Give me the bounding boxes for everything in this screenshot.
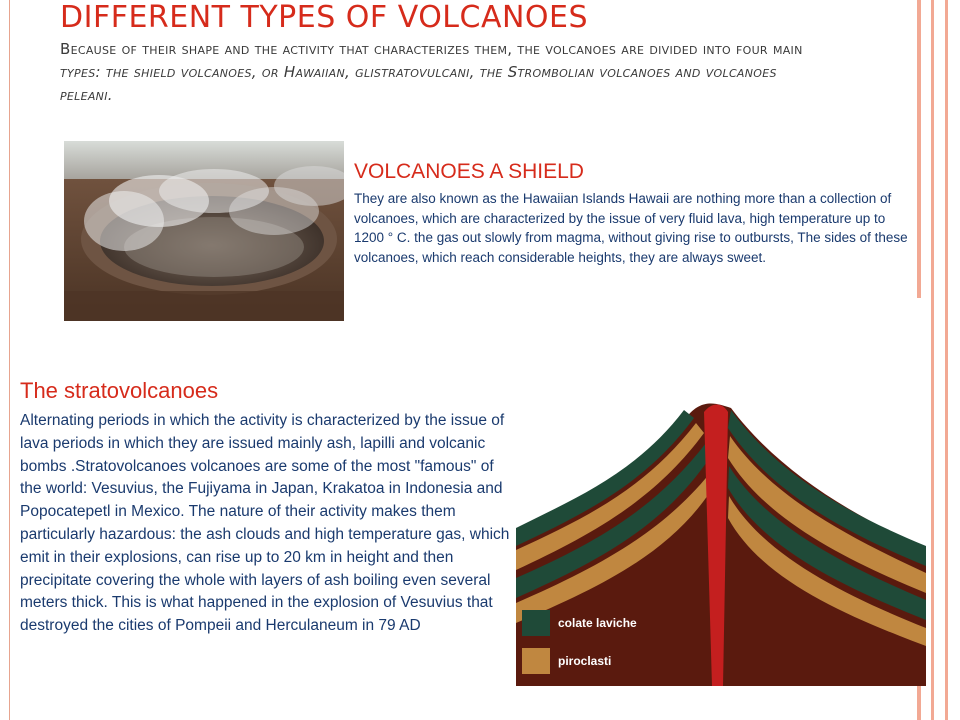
intro-text-part1: Because of their shape and the activity that characterizes them, the volcanoes are divided into four main	[60, 40, 803, 58]
legend-label-pyroclastic: piroclasti	[558, 654, 612, 668]
shield-section-text: They are also known as the Hawaiian Islands Hawaii are nothing more than a collection of volcanoes, which are characterized by the issue of very fluid lava, high temperature up to 1200 ° C. the gas out slowly from magma, without giving rise to outbursts, The sides of these volcanoes, which reach considerable heights, they are always sweet.	[354, 191, 908, 265]
shield-volcano-photo	[64, 141, 344, 321]
slide-intro	[60, 38, 810, 107]
left-border-decoration	[0, 0, 10, 720]
intro-text-part2: types: the shield volcanoes, or Hawaiian, glistratovulcani, the Strombolian volcanoes and volcanoes peleani.	[60, 63, 777, 104]
shield-section-title: VOLCANOES A SHIELD	[354, 160, 584, 183]
legend-swatch-pyroclastic	[522, 648, 550, 674]
slide-title: DIFFERENT TYPES OF VOLCANOES	[60, 0, 589, 35]
stratovolcano-section-text: Alternating periods in which the activity is characterized by the issue of lava periods in which they are issued mainly ash, lapilli and volcanic bombs .Stratovolcanoes volcanoes are some of the most "famous" of the world: Vesuvius, the Fujiyama in Japan, Krakatoa in Indonesia and Popocatepetl in Mexico. The nature of their activity makes them particularly hazardous: the ash clouds and high temperature gas, which emit in their explosions, can rise up to 20 km in height and then precipitate covering the whole with layers of ash boiling even several meters thick. This is what happened in the explosion of Vesuvius that destroyed the cities of Pompeii and Herculaneum in 79 AD	[20, 412, 510, 635]
stratovolcano-section-title: The stratovolcanoes	[20, 378, 219, 403]
stratovolcano-diagram	[516, 298, 926, 686]
legend-swatch-lava	[522, 610, 550, 636]
legend-label-lava: colate laviche	[558, 616, 637, 630]
